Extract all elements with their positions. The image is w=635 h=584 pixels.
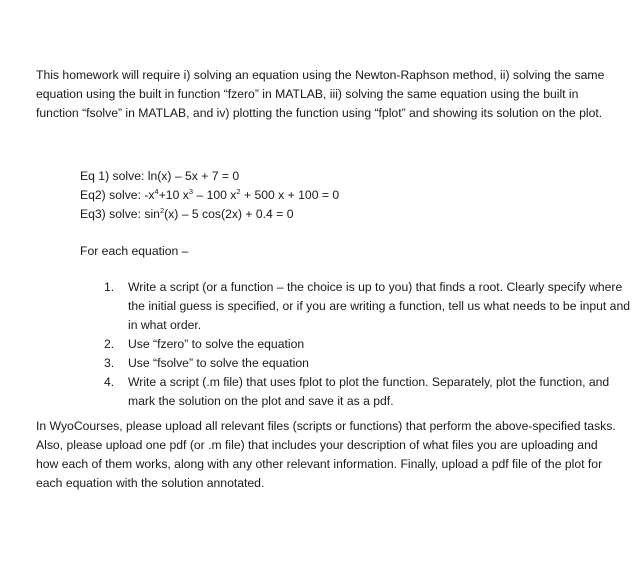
list-item [104, 335, 634, 354]
list-item-number: 1. [104, 280, 115, 294]
list-item [104, 373, 634, 411]
list-item [104, 278, 634, 335]
equation-2-expression: $-x^4+10$ $x^3 - 100$ $x^2 + 500$ x + 100 = 0 [144, 187, 340, 202]
equation-3-expression: $\sin^2(x) - 5$ cos(2x) + 0.4 = 0 [144, 206, 294, 221]
intro-paragraph: This homework will require i) solving an equation using the Newton-Raphson method, ii) solving the same equation using the built in function “fzero” in MATLAB, iii) solving the same equation using the built in function “fsolve” in MATLAB, and iv) plotting the function using “fplot” and showing its solution on the plot. [36, 68, 605, 120]
equation-list [80, 167, 339, 224]
list-item-text: Use “fzero” to solve the equation [128, 337, 305, 351]
list-item-text: Use “fsolve” to solve the equation [128, 356, 309, 370]
list-item-text: Write a script (or a function – the choice is up to you) that finds a root. Clearly specify where the initial guess is specified, or if you are writing a function, tell us what needs to be input and in what order. [128, 280, 631, 332]
equation-1-label: Eq 1) solve: [80, 169, 145, 183]
list-item-text: Write a script (.m file) that uses fplot to plot the function. Separately, plot the function, and mark the solution on the plot and save it as a pdf. [128, 375, 610, 408]
closing-paragraph: In WyoCourses, please upload all relevant files (scripts or functions) that perform the above-specified tasks. Also, please upload one pdf (or .m file) that includes your description of what files you are uploading and how each of them works, along with any other relevant information. Finally, upload a pdf file of the plot for each equation with the solution annotated. [36, 419, 616, 490]
equation-2-label: Eq2) solve: [80, 188, 141, 202]
equation-3-label: Eq3) solve: [80, 207, 141, 221]
task-list [104, 278, 634, 411]
equation-3 [80, 205, 339, 224]
equation-1 [80, 167, 339, 186]
equation-2 [80, 186, 339, 205]
list-item [104, 354, 634, 373]
for-each-heading: For each equation – [80, 244, 189, 258]
list-item-number: 3. [104, 356, 115, 370]
list-item-number: 2. [104, 337, 115, 351]
equation-1-expression: ln(x) – 5x + 7 = 0 [147, 169, 240, 183]
list-item-number: 4. [104, 375, 115, 389]
